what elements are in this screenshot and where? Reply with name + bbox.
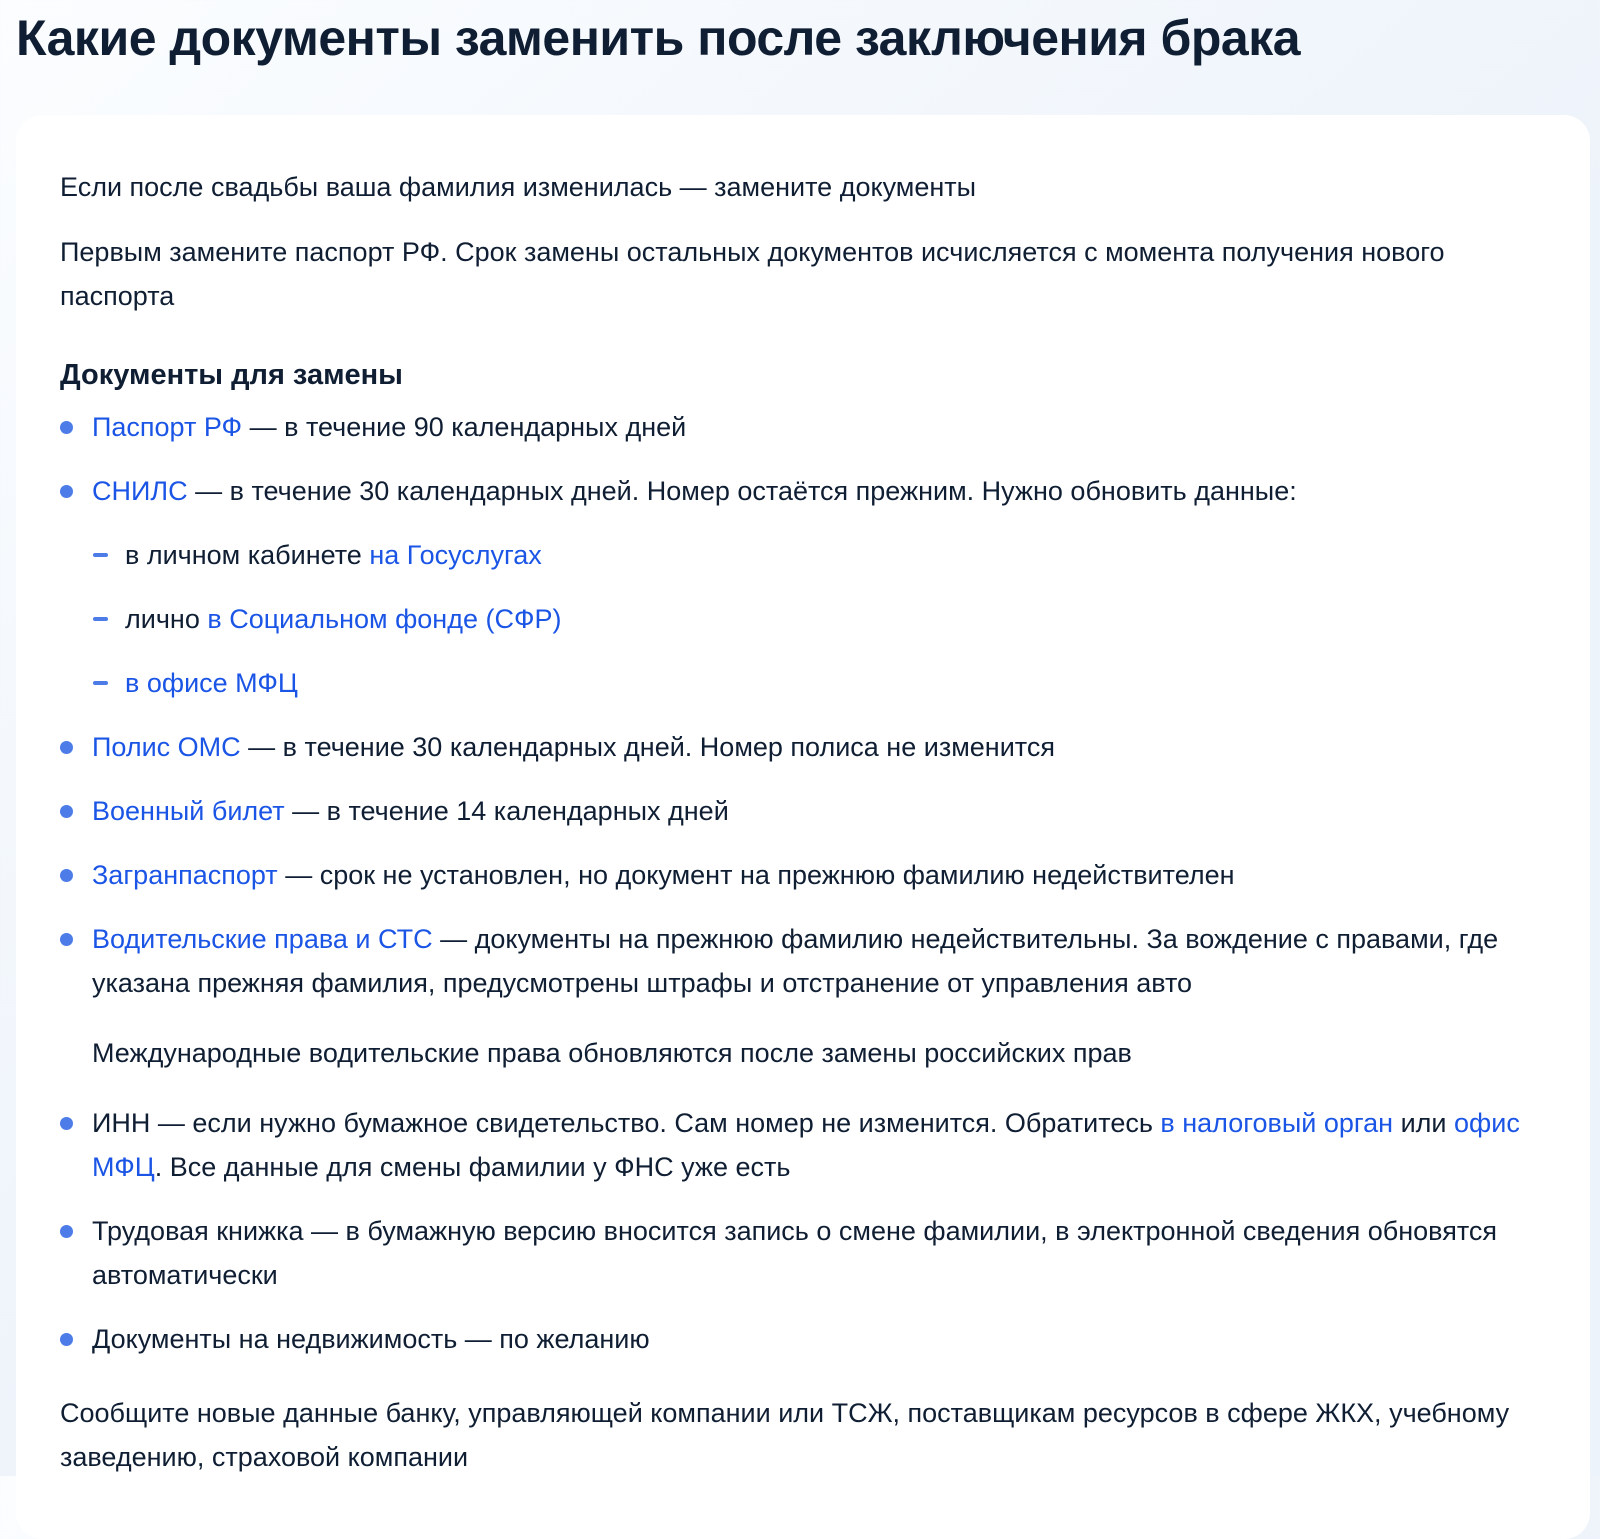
- dash-marker-icon: [93, 597, 125, 621]
- note-international-license: [92, 1031, 1526, 1075]
- item-text-segment: — в течение 30 календарных дней. Номер полиса не изменится: [240, 732, 1055, 762]
- bullet-icon: [60, 933, 73, 946]
- bullet-marker-icon: [60, 469, 92, 498]
- item-zagranpasport: [60, 853, 1520, 897]
- list-item-text: [125, 533, 1480, 577]
- dash-icon: [93, 617, 108, 621]
- content-card: [16, 115, 1590, 1539]
- item-passport-rf: [60, 405, 1520, 449]
- dash-icon: [93, 681, 108, 685]
- intro-paragraph-2: Первым замените паспорт РФ. Срок замены остальных документов исчисляется с момента получения нового паспорта: [60, 237, 1445, 311]
- subitem-mfc-office: [60, 661, 1480, 705]
- item-nedvizhimost: [60, 1317, 1520, 1361]
- bullet-icon: [60, 485, 73, 498]
- subitem-gosuslugi-cabinet: [60, 533, 1480, 577]
- item-text-segment: — в течение 90 календарных дней: [242, 412, 687, 442]
- bullet-icon: [60, 1117, 73, 1130]
- military-id-link[interactable]: Военный билет: [92, 796, 285, 826]
- dash-marker-icon: [93, 661, 125, 685]
- bullet-marker-icon: [60, 917, 92, 946]
- bullet-icon: [60, 869, 73, 882]
- bullet-marker-icon: [60, 1101, 92, 1130]
- item-text-segment: ИНН — если нужно бумажное свидетельство. Сам номер не изменится. Обратитесь: [92, 1108, 1161, 1138]
- list-item-text: [92, 1317, 1520, 1361]
- bullet-icon: [60, 805, 73, 818]
- item-snils: [60, 469, 1520, 513]
- polis-oms-link[interactable]: Полис ОМС: [92, 732, 241, 762]
- item-military-id: [60, 789, 1520, 833]
- bullet-marker-icon: [60, 1209, 92, 1238]
- item-trudovaya-knizhka: [60, 1209, 1520, 1297]
- bullet-marker-icon: [60, 725, 92, 754]
- page-title: Какие документы заменить после заключения брака: [16, 10, 1301, 66]
- bullet-marker-icon: [60, 405, 92, 434]
- item-polis-oms: [60, 725, 1520, 769]
- item-text-segment: — в течение 30 календарных дней. Номер остаётся прежним. Нужно обновить данные:: [187, 476, 1297, 506]
- dash-icon: [93, 553, 108, 557]
- outro-paragraph: Сообщите новые данные банку, управляющей компании или ТСЖ, поставщикам ресурсов в сфере ЖКХ, учебному заведению, страховой компании: [60, 1398, 1510, 1472]
- item-text-segment: Трудовая книжка — в бумажную версию вносится запись о смене фамилии, в электронной сведения обновятся автоматически: [92, 1216, 1498, 1290]
- bullet-icon: [60, 421, 73, 434]
- zagranpasport-link[interactable]: Загранпаспорт: [92, 860, 278, 890]
- intro-paragraph-1: Если после свадьбы ваша фамилия изменилась — замените документы: [60, 172, 977, 202]
- gosuslugi-link[interactable]: на Госуслугах: [369, 540, 542, 570]
- passport-rf-link[interactable]: Паспорт РФ: [92, 412, 243, 442]
- mfc-office-inn-link[interactable]: офис МФЦ: [92, 1108, 1520, 1182]
- bullet-icon: [60, 741, 73, 754]
- list-item-text: [92, 853, 1520, 897]
- item-text-segment: — в течение 14 календарных дней: [284, 796, 729, 826]
- bullet-marker-icon: [60, 853, 92, 882]
- dash-marker-icon: [93, 533, 125, 557]
- subitem-sfr: [60, 597, 1480, 641]
- list-item-text: [92, 1209, 1520, 1297]
- snils-link[interactable]: СНИЛС: [92, 476, 188, 506]
- item-text-segment: Документы на недвижимость — по желанию: [92, 1324, 650, 1354]
- sfr-link[interactable]: в Социальном фонде (СФР): [207, 604, 562, 634]
- list-item-text: [92, 789, 1520, 833]
- item-driver-license-sts: [60, 917, 1520, 1005]
- list-item-text: [92, 917, 1520, 1005]
- tax-authority-link[interactable]: в налоговый орган: [1160, 1108, 1394, 1138]
- item-text-segment: — срок не установлен, но документ на прежнюю фамилию недействителен: [277, 860, 1235, 890]
- list-item-text: [125, 661, 1480, 705]
- item-inn: [60, 1101, 1520, 1189]
- list-item-text: [92, 1101, 1520, 1189]
- bullet-icon: [60, 1333, 73, 1346]
- mfc-office-link[interactable]: в офисе МФЦ: [125, 668, 298, 698]
- bullet-marker-icon: [60, 1317, 92, 1346]
- list-item-text: [92, 405, 1520, 449]
- list-item-text: [125, 597, 1480, 641]
- documents-list: [60, 405, 1526, 1361]
- list-item-text: [92, 469, 1520, 513]
- bullet-icon: [60, 1225, 73, 1238]
- item-text-segment: — документы на прежнюю фамилию недействительны. За вождение с правами, где указана прежняя фамилия, предусмотрены штрафы и отстранение от управления авто: [92, 924, 1499, 998]
- item-text-segment: Международные водительские права обновляются после замены российских прав: [92, 1038, 1132, 1068]
- item-text-segment: . Все данные для смены фамилии у ФНС уже есть: [154, 1152, 791, 1182]
- bullet-marker-icon: [60, 789, 92, 818]
- driver-license-sts-link[interactable]: Водительские права и СТС: [92, 924, 433, 954]
- item-text-segment: лично: [125, 604, 208, 634]
- documents-list-heading: Документы для замены: [60, 359, 403, 391]
- item-text-segment: или: [1393, 1108, 1454, 1138]
- list-item-text: [92, 725, 1520, 769]
- item-text-segment: в личном кабинете: [125, 540, 370, 570]
